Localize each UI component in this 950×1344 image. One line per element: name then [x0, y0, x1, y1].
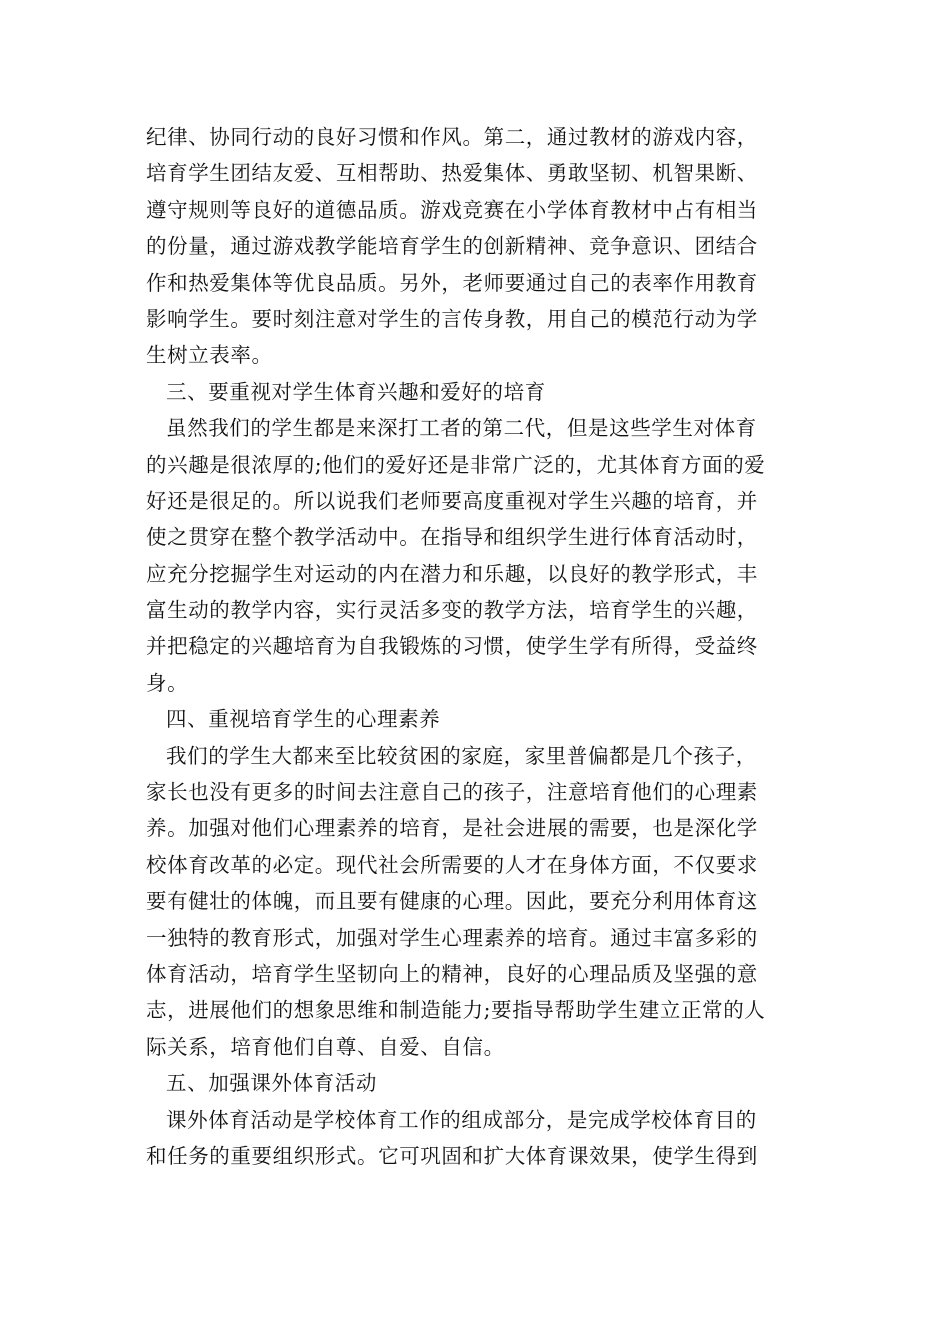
text-line: 并把稳定的兴趣培育为自我锻炼的习惯，使学生学有所得，受益终	[146, 634, 758, 659]
text-line: 养。加强对他们心理素养的培育，是社会进展的需要，也是深化学	[146, 816, 758, 841]
section-heading: 三、要重视对学生体育兴趣和爱好的培育	[166, 379, 546, 404]
text-line: 使之贯穿在整个教学活动中。在指导和组织学生进行体育活动时，	[146, 525, 758, 550]
document-body	[146, 119, 806, 1174]
text-line: 要有健壮的体魄，而且要有健康的心理。因此，要充分利用体育这	[146, 889, 758, 914]
text-line: 富生动的教学内容，实行灵活多变的教学方法，培育学生的兴趣，	[146, 598, 758, 623]
text-line: 虽然我们的学生都是来深打工者的第二代，但是这些学生对体育	[166, 416, 757, 441]
text-line: 遵守规则等良好的道德品质。游戏竞赛在小学体育教材中占有相当	[146, 197, 758, 222]
text-line: 一独特的教育形式，加强对学生心理素养的培育。通过丰富多彩的	[146, 925, 758, 950]
text-line: 身。	[146, 670, 189, 695]
section-heading: 五、加强课外体育活动	[166, 1071, 377, 1096]
text-line: 际关系，培育他们自尊、自爱、自信。	[146, 1034, 505, 1059]
text-line: 纪律、协同行动的良好习惯和作风。第二，通过教材的游戏内容，	[146, 125, 758, 149]
text-line: 好还是很足的。所以说我们老师要高度重视对学生兴趣的培育，并	[146, 488, 758, 513]
text-line: 课外体育活动是学校体育工作的组成部分，是完成学校体育目的	[166, 1107, 757, 1132]
text-line: 的份量，通过游戏教学能培育学生的创新精神、竞争意识、团结合	[146, 234, 758, 259]
text-line: 作和热爱集体等优良品质。另外，老师要通过自己的表率作用教育	[146, 270, 758, 295]
text-line: 志，进展他们的想象思维和制造能力;要指导帮助学生建立正常的人	[146, 998, 766, 1023]
text-line: 校体育改革的必定。现代社会所需要的人才在身体方面，不仅要求	[146, 852, 758, 877]
text-line: 和任务的重要组织形式。它可巩固和扩大体育课效果，使学生得到	[146, 1143, 758, 1168]
text-line: 生树立表率。	[146, 343, 273, 368]
text-line: 的兴趣是很浓厚的;他们的爱好还是非常广泛的，尤其体育方面的爱	[146, 452, 766, 477]
section-heading: 四、重视培育学生的心理素养	[166, 707, 441, 732]
text-line: 培育学生团结友爱、互相帮助、热爱集体、勇敢坚韧、机智果断、	[146, 161, 758, 186]
text-line: 体育活动，培育学生坚韧向上的精神，良好的心理品质及坚强的意	[146, 961, 758, 986]
text-line: 我们的学生大都来至比较贫困的家庭，家里普偏都是几个孩子，	[166, 743, 757, 768]
text-line: 应充分挖掘学生对运动的内在潜力和乐趣，以良好的教学形式，丰	[146, 561, 758, 586]
text-line: 家长也没有更多的时间去注意自己的孩子，注意培育他们的心理素	[146, 780, 758, 805]
text-line: 影响学生。要时刻注意对学生的言传身教，用自己的模范行动为学	[146, 306, 758, 331]
